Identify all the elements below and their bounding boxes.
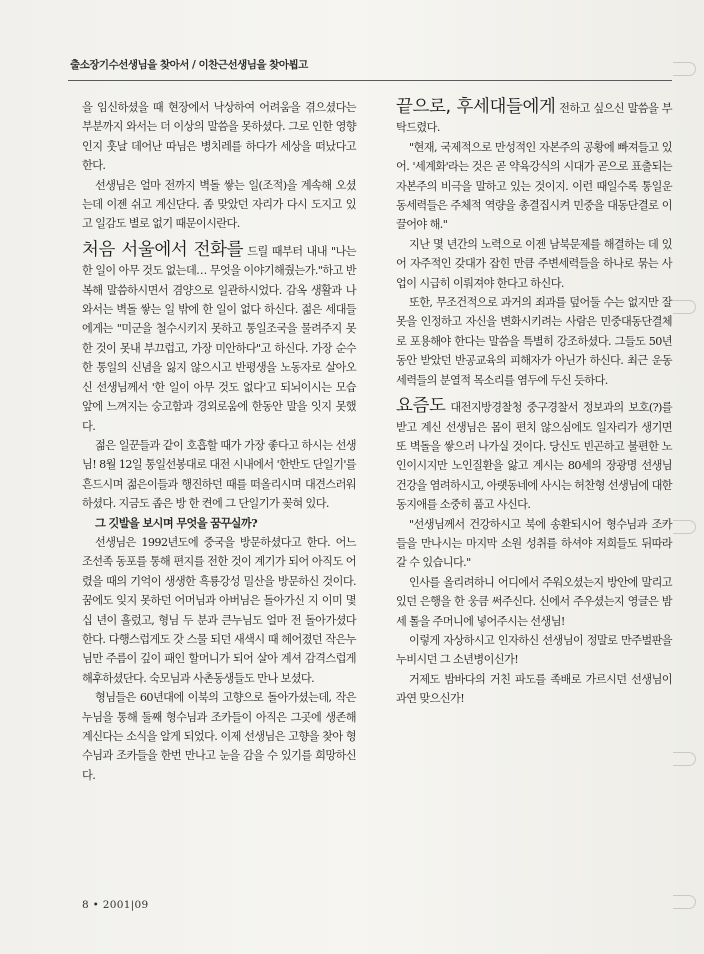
lead-paragraph bbox=[82, 241, 356, 436]
paragraph: 선생님은 얼마 전까지 벽돌 쌓는 일(조적)을 계속해 오셨는데 이젠 쉬고 계신단다. 좀 맞았던 자리가 다시 도지고 있고 일감도 별로 없기 때문이시란다. bbox=[82, 178, 356, 231]
lead-paragraph bbox=[396, 98, 672, 138]
lead-phrase: 요즘도 bbox=[396, 396, 446, 417]
paragraph: 형님들은 60년대에 이북의 고향으로 돌아가셨는데, 작은 누님을 통해 둘째 형수님과 조카들이 아직은 그곳에 생존해 계신다는 소식을 알게 되었다. 이제 선생님은 고향을 찾아 형수님과 조카들을 한번 만나고 눈을 감을 수 있기를 희망하신다. bbox=[82, 691, 356, 782]
left-column bbox=[82, 98, 356, 785]
paragraph: 선생님은 1992년도에 중국을 방문하셨다고 한다. 어느 조선족 동포를 통해 편지를 전한 것이 계기가 되어 아직도 어렸을 때의 기억이 생생한 흑룡강성 밀산을 방문하신 것이다. 꿈에도 잊지 못하던 어머님과 아버님은 돌아가신 지 이미 몇십 년이 흘렀고, 형님 두 분과 큰누님도 얼마 전 돌아가셨다 한다. 다행스럽게도 갓 스물 되던 새색시 때 헤어졌던 작은누님만 주름이 깊이 패인 할머니가 되어 살아 계셔 감격스럽게 해후하셨단다. 숙모님과 사촌동생들도 만나 보셨다. bbox=[82, 535, 356, 685]
binder-hole-mark bbox=[673, 895, 696, 909]
page-number: 8 • 2001|09 bbox=[82, 899, 149, 911]
paragraph-text: 대전지방경찰청 중구경찰서 정보과의 보호(?)를 받고 계신 선생님은 몸이 편치 않으심에도 일자리가 생기면 또 벽돌을 쌓으러 나가실 것이다. 당신도 빈곤하고 불편한 노인이시지만 노인질환을 앓고 계시는 80세의 장광명 선생님 건강을 염려하시고, 아랫동네에 사시는 허찬형 선생님에 대한 동지애를 소중히 품고 사신다. bbox=[396, 401, 672, 512]
header-rule bbox=[68, 80, 672, 81]
binder-hole-mark bbox=[673, 520, 696, 534]
lead-phrase: 처음 서울에서 전화를 bbox=[82, 239, 244, 260]
right-column bbox=[396, 98, 672, 709]
question-line: 그 깃발을 보시며 무엇을 꿈꾸실까? bbox=[95, 515, 258, 530]
paragraph-text: 전하고 싶으신 말씀을 부탁드렸다. bbox=[396, 102, 672, 135]
paragraph: 이렇게 자상하시고 인자하신 선생님이 정말로 만주벌판을 누비시던 그 소년병이신가! bbox=[396, 633, 672, 667]
paragraph-text: 드릴 때부터 내내 "나는 한 일이 아무 것도 없는데… 무엇을 이야기해줬는가."하고 반복해 말씀하시면서 겸양으로 일관하시었다. 감옥 생활과 나와서는 벽돌 쌓는 일 밖에 한 일이 없다 하신다. 젊은 세대들에게는 "미군을 철수시키지 못하고 통일조국을 물려주지 못한 것이 못내 부끄럽고, 가장 미안하다"고 하신다. 가장 순수한 통일의 신념을 잃지 않으시고 반평생을 노동자로 살아오신 선생님께서 '한 일이 아무 것도 없다'고 되뇌이시는 모습 앞에 느껴지는 숭고함과 경외로움에 한동안 말을 잇지 못했다. bbox=[82, 244, 356, 433]
binder-hole-mark bbox=[673, 752, 696, 766]
running-header: 출소장기수선생님을 찾아서 / 이찬근선생님을 찾아뵙고 bbox=[70, 59, 308, 71]
paragraph: 인사를 올리려하니 어디에서 주워오셨는지 방안에 말리고 있던 은행을 한 웅큼 써주신다. 신에서 주우셨는지 영글은 밤 세 톨을 주머니에 넣어주시는 선생님! bbox=[396, 575, 672, 628]
paragraph: 또한, 무조건적으로 과거의 죄과를 덮어둘 수는 없지만 잘못을 인정하고 자신을 변화시키려는 사람은 민중대동단결체로 포용해야 한다는 말씀을 특별히 강조하셨다. 그들도 50년 동안 받았던 반공교육의 피해자가 아닌가 하신다. 최근 운동세력들의 분열적 목소리를 염두에 두신 듯하다. bbox=[396, 296, 672, 387]
lead-phrase: 끝으로, 후세대들에게 bbox=[396, 97, 556, 117]
lead-paragraph bbox=[396, 397, 672, 514]
quote-paragraph: "현재, 국제적으로 만성적인 자본주의 공황에 빠져들고 있어. '세계화'라는 것은 곧 약육강식의 시대가 곧으로 표출되는 자본주의 비극을 말하고 있는 것이지. 이런 때일수록 통일운동세력들은 주체적 역량을 총결집시켜 민중을 대동단결로 이끌어야 해." bbox=[396, 140, 672, 232]
paragraph: 거제도 밤바다의 거친 파도를 족배로 가르시던 선생님이 과연 맞으신가! bbox=[396, 672, 672, 706]
binder-hole-mark bbox=[673, 300, 696, 314]
paragraph: 젊은 일꾼들과 같이 호흡할 때가 가장 좋다고 하시는 선생님! 8월 12일 통일선봉대로 대전 시내에서 '한반도 단일기'를 흔드시며 젊은이들과 행진하던 때를 떠올리시며 대견스러워 하셨다. 지금도 좁은 방 한 켠에 그 단일기가 꽂혀 있다. bbox=[82, 438, 356, 511]
binder-hole-mark bbox=[673, 62, 696, 76]
quote-paragraph: "선생님께서 건강하시고 북에 송환되시어 형수님과 조카들을 만나시는 마지막 소원 성취를 하셔야 저희들도 뒤따라 갈 수 있습니다." bbox=[396, 517, 672, 570]
paragraph: 지난 몇 년간의 노력으로 이젠 남북문제를 해결하는 데 있어 자주적인 갖대가 잡힌 만큼 주변세력들을 하나로 묶는 사업이 시급히 이뤄져야 한다고 하신다. bbox=[396, 237, 672, 290]
paragraph: 을 임신하셨을 때 현장에서 낙상하여 어려움을 겪으셨다는 부분까지 와서는 더 이상의 말씀을 못하셨다. 그로 인한 영향인지 훗날 데어난 따님은 병치레를 하다가 세상을 떠났다고 한다. bbox=[82, 101, 356, 173]
